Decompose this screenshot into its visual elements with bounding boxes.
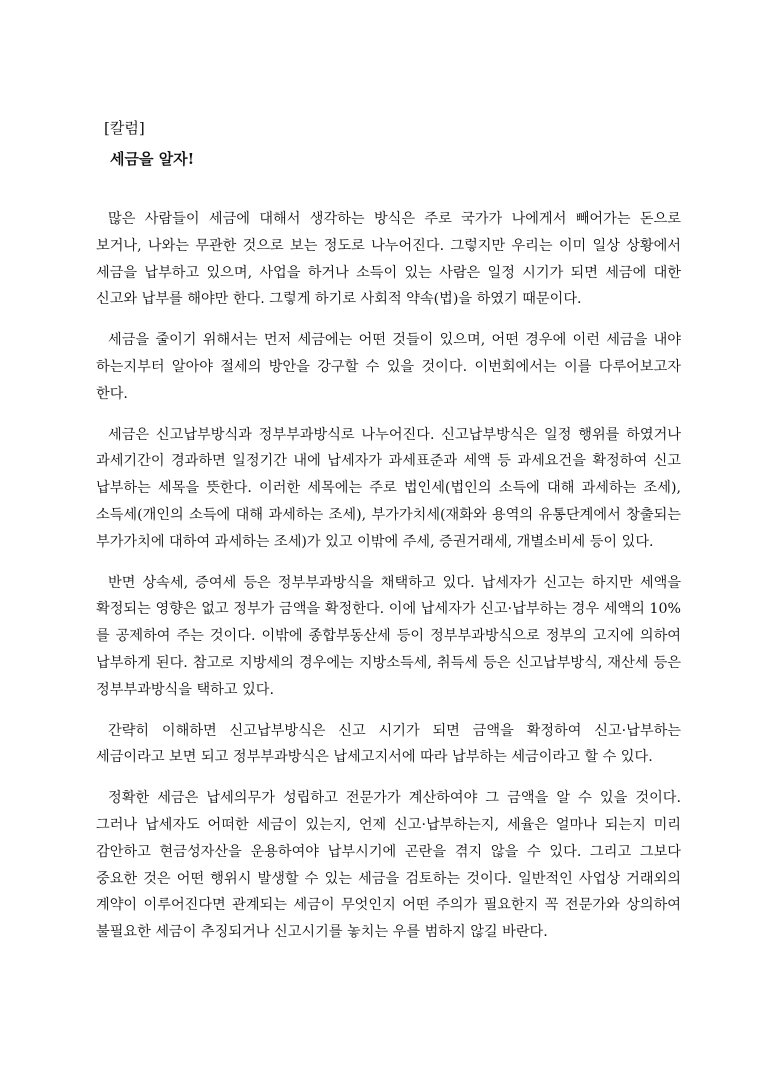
- article-title: 세금을 알자!: [110, 150, 195, 168]
- paragraph-1: 많은 사람들이 세금에 대해서 생각하는 방식은 주로 국가가 나에게서 빼어가는 돈으로 보거나, 나와는 무관한 것으로 보는 정도로 나누어진다. 그렇지만 우리는 이미 일상 상황에서 세금을 납부하고 있으며, 사업을 하거나 소득이 있는 사람은 일정 시기가 되면 세금에 대한 신고와 납부를 해야만 한다. 그렇게 하기로 사회적 약속(법)을 하였기 때문이다.: [96, 211, 681, 308]
- article-body: [96, 206, 681, 960]
- paragraph-3: 세금은 신고납부방식과 정부부과방식로 나누어진다. 신고납부방식은 일정 행위를 하였거나 과세기간이 경과하면 일정기간 내에 납세자가 과세표준과 세액 등 과세요건을 확정하여 신고 납부하는 세목을 뜻한다. 이러한 세목에는 주로 법인세(법인의 소득에 대해 과세하는 조세), 소득세(개인의 소득에 대해 과세하는 조세), 부가가치세(재화와 용역의 유통단계에서 창출되는 부가가치에 대하여 과세하는 조세)가 있고 이밖에 주세, 증권거래세, 개별소비세 등이 있다.: [96, 426, 681, 550]
- paragraph-5: 간략히 이해하면 신고납부방식은 신고 시기가 되면 금액을 확정하여 신고·납부하는 세금이라고 보면 되고 정부부과방식은 납세고지서에 따라 납부하는 세금이라고 할 수 있다.: [96, 722, 681, 766]
- paragraph-2: 세금을 줄이기 위해서는 먼저 세금에는 어떤 것들이 있으며, 어떤 경우에 이런 세금을 내야 하는지부터 알아야 절세의 방안을 강구할 수 있을 것이다. 이번회에서는 이를 다루어보고자 한다.: [96, 332, 681, 402]
- paragraph-6: 정확한 세금은 납세의무가 성립하고 전문가가 계산하여야 그 금액을 알 수 있을 것이다. 그러나 납세자도 어떠한 세금이 있는지, 언제 신고·납부하는지, 세율은 얼마나 되는지 미리 감안하고 현금성자산을 운용하여야 납부시기에 곤란을 겪지 않을 수 있다. 그리고 그보다 중요한 것은 어떤 행위시 발생할 수 있는 세금을 검토하는 것이다. 일반적인 사업상 거래외의 계약이 이루어진다면 관계되는 세금이 무엇인지 어떤 주의가 필요한지 꼭 전문가와 상의하여 불필요한 세금이 추징되거나 신고시기를 놓치는 우를 범하지 않길 바란다.: [96, 790, 681, 941]
- column-category-label: [칼럼]: [104, 119, 145, 137]
- paragraph-4: 반면 상속세, 증여세 등은 정부부과방식을 채택하고 있다. 납세자가 신고는 하지만 세액을 확정되는 영향은 없고 정부가 금액을 확정한다. 이에 납세자가 신고·납부하는 경우 세액의 10%를 공제하여 주는 것이다. 이밖에 종합부동산세 등이 정부부과방식으로 정부의 고지에 의하여 납부하게 된다. 참고로 지방세의 경우에는 지방소득세, 취득세 등은 신고납부방식, 재산세 등은 정부부과방식을 택하고 있다.: [96, 574, 681, 698]
